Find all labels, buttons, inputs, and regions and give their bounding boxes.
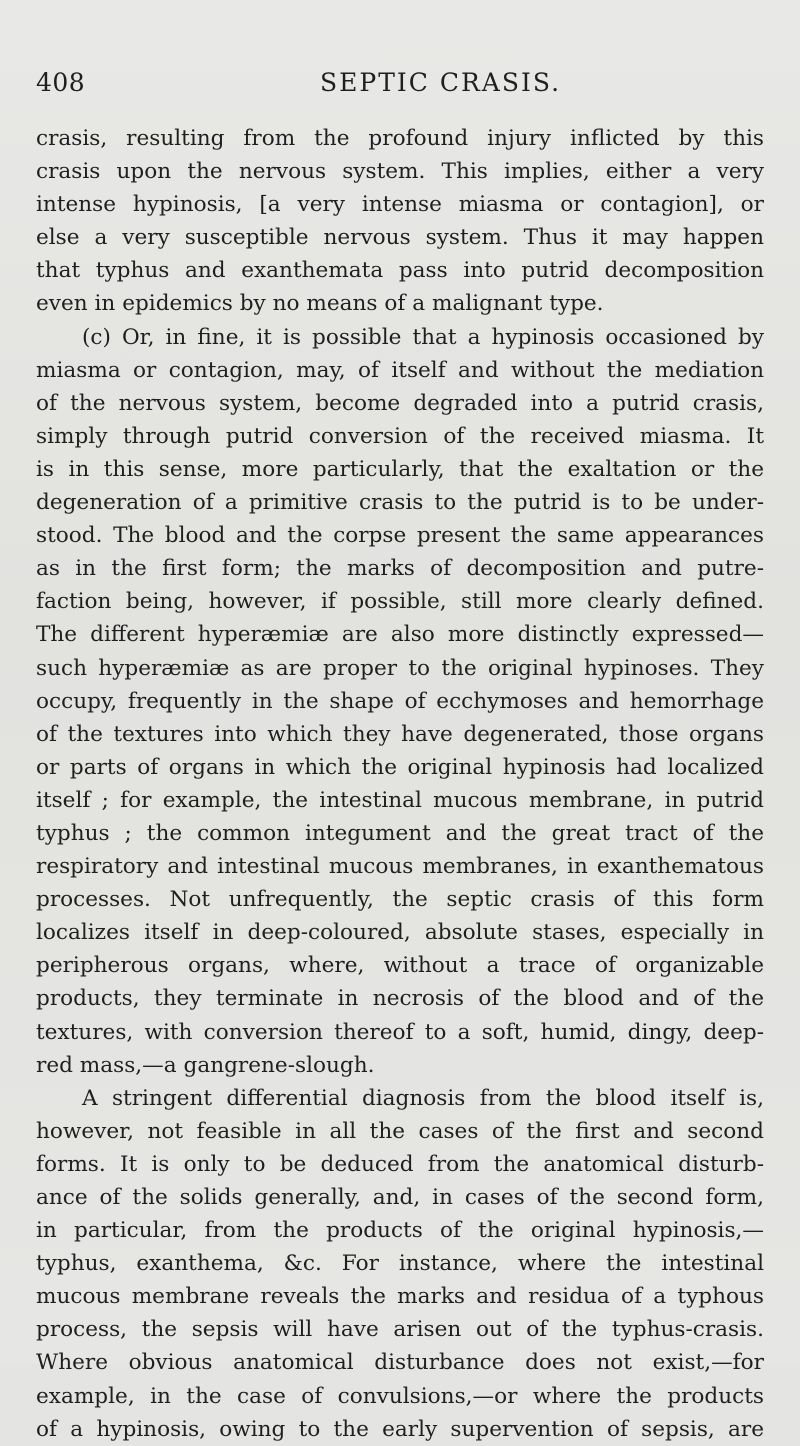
text-line: A stringent differential diagnosis from the blood itself is, [82, 1085, 764, 1111]
text-line: that typhus and exanthemata pass into putrid decomposition [36, 258, 764, 284]
text-line: degeneration of a primitive crasis to the putrid is to be under- [36, 490, 764, 516]
text-line: is in this sense, more particularly, that the exaltation or the [36, 456, 764, 482]
text-line: processes. Not unfrequently, the septic crasis of this form [36, 887, 764, 913]
text-line: crasis upon the nervous system. This implies, either a very [36, 159, 764, 185]
text-line: products, they terminate in necrosis of the blood and of the [36, 986, 764, 1012]
text-line: in particular, from the products of the original hypinosis,— [36, 1218, 764, 1244]
text-line: even in epidemics by no means of a malignant type. [36, 291, 604, 317]
text-line: miasma or contagion, may, of itself and without the mediation [36, 357, 764, 383]
running-head: SEPTIC CRASIS. [320, 68, 562, 97]
text-line: however, not feasible in all the cases of the first and second [36, 1118, 764, 1144]
text-line: intense hypinosis, [a very intense miasma or contagion], or [36, 192, 764, 218]
page-header [36, 68, 764, 108]
text-line: The different hyperæmiæ are also more distinctly expressed— [36, 622, 764, 648]
text-line: process, the sepsis will have arisen out of the typhus-crasis. [36, 1317, 764, 1343]
text-line: itself ; for example, the intestinal mucous membrane, in putrid [36, 787, 764, 813]
text-line: stood. The blood and the corpse present the same appearances [36, 523, 764, 549]
text-line: respiratory and intestinal mucous membranes, in exanthematous [36, 854, 764, 880]
text-line: such hyperæmiæ as are proper to the original hypinoses. They [36, 655, 764, 681]
text-line: example, in the case of convulsions,—or where the products [36, 1383, 764, 1409]
text-line: red mass,—a gangrene-slough. [36, 1052, 375, 1078]
text-line: of the textures into which they have degenerated, those organs [36, 721, 764, 747]
text-line: peripherous organs, where, without a trace of organizable [36, 953, 764, 979]
text-line: forms. It is only to be deduced from the anatomical disturb- [36, 1151, 764, 1177]
text-line: of the nervous system, become degraded into a putrid crasis, [36, 390, 764, 416]
body-text [36, 122, 764, 1446]
text-line: (c) Or, in fine, it is possible that a hypinosis occasioned by [82, 324, 764, 350]
text-line: occupy, frequently in the shape of ecchymoses and hemorrhage [36, 688, 764, 714]
page-number: 408 [36, 68, 86, 97]
text-line: faction being, however, if possible, still more clearly defined. [36, 589, 764, 615]
text-line: textures, with conversion thereof to a soft, humid, dingy, deep- [36, 1019, 764, 1045]
text-line: as in the first form; the marks of decomposition and putre- [36, 556, 764, 582]
text-line: else a very susceptible nervous system. Thus it may happen [36, 225, 764, 251]
text-line: or parts of organs in which the original hypinosis had localized [36, 754, 764, 780]
text-line: simply through putrid conversion of the received miasma. It [36, 423, 764, 449]
text-line: localizes itself in deep-coloured, absolute stases, especially in [36, 920, 764, 946]
text-line: ance of the solids generally, and, in cases of the second form, [36, 1185, 764, 1210]
text-line: typhus ; the common integument and the great tract of the [36, 820, 764, 846]
text-line: mucous membrane reveals the marks and residua of a typhous [36, 1284, 764, 1310]
text-line: crasis, resulting from the profound injury inflicted by this [36, 126, 764, 151]
text-line: typhus, exanthema, &c. For instance, where the intestinal [36, 1251, 764, 1277]
text-line: Where obvious anatomical disturbance does not exist,—for [36, 1350, 764, 1376]
text-line: of a hypinosis, owing to the early supervention of sepsis, are [36, 1416, 764, 1442]
